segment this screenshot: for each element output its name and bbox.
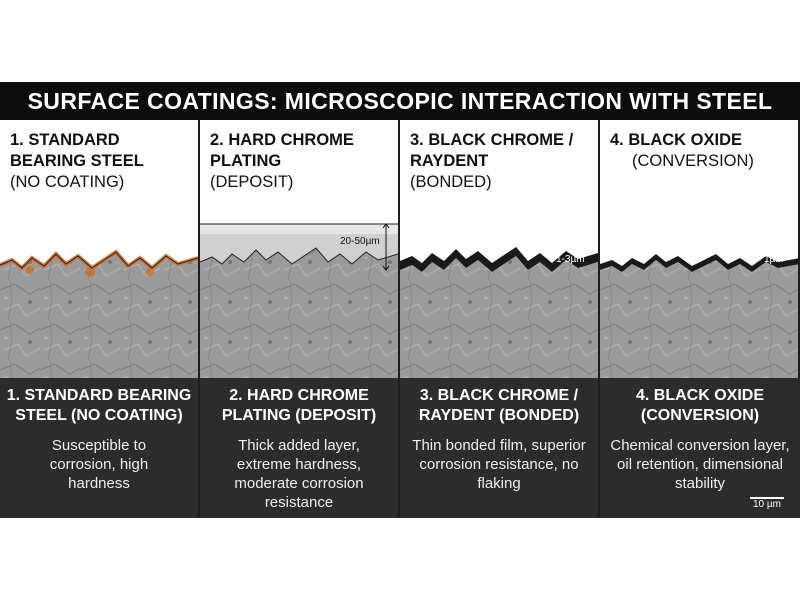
panel-divider — [598, 120, 600, 518]
panel-header — [410, 130, 590, 193]
thickness-label: 1-3µm — [556, 254, 585, 265]
caption-text: Susceptible to corrosion, high hardness — [49, 437, 149, 492]
panel-hard-chrome — [200, 120, 398, 378]
thickness-label: 1µm — [764, 254, 784, 265]
caption-title: 3. BLACK CHROME / RAYDENT (BONDED) — [418, 387, 580, 424]
panel-header-subtitle: (NO COATING) — [10, 173, 125, 191]
panel-header-title: 2. HARD CHROME PLATING — [210, 131, 354, 170]
panel-header-title: 3. BLACK CHROME / RAYDENT — [410, 131, 574, 170]
caption-black-oxide — [600, 378, 800, 518]
scale-bar — [750, 497, 784, 510]
caption-standard-steel — [0, 378, 198, 518]
caption-title: 4. BLACK OXIDE (CONVERSION) — [635, 387, 764, 424]
caption-black-chrome — [400, 378, 598, 518]
panel-divider — [398, 120, 400, 518]
panel-black-oxide — [600, 120, 798, 378]
panel-header — [210, 130, 380, 193]
caption-text: Thin bonded film, superior corrosion resistance, no flaking — [412, 437, 586, 492]
panel-header-title: 4. BLACK OXIDE — [610, 131, 743, 149]
panel-header-subtitle: (BONDED) — [410, 173, 492, 191]
caption-text: Thick added layer, extreme hardness, moderate corrosion resistance — [234, 437, 364, 511]
panel-header — [10, 130, 180, 193]
panel-header-subtitle: (DEPOSIT) — [210, 173, 294, 191]
diagram-figure — [0, 82, 800, 518]
scale-bar-label: 10 µm — [753, 499, 781, 510]
panel-header-title: 1. STANDARD BEARING STEEL — [10, 131, 144, 170]
title-bar — [0, 82, 800, 120]
panel-divider — [198, 120, 200, 518]
caption-hard-chrome — [200, 378, 398, 518]
panel-header — [610, 130, 754, 172]
thickness-label: 20-50µm — [340, 236, 380, 247]
figure-title: SURFACE COATINGS: MICROSCOPIC INTERACTION WITH STEEL — [27, 87, 773, 114]
caption-text: Chemical conversion layer, oil retention, dimensional stability — [610, 437, 790, 492]
panel-header-subtitle: (CONVERSION) — [632, 152, 754, 170]
caption-title: 2. HARD CHROME PLATING (DEPOSIT) — [221, 387, 377, 424]
panel-black-chrome — [400, 120, 598, 378]
caption-title: 1. STANDARD BEARING STEEL (NO COATING) — [6, 387, 192, 424]
panel-standard-steel — [0, 120, 198, 378]
